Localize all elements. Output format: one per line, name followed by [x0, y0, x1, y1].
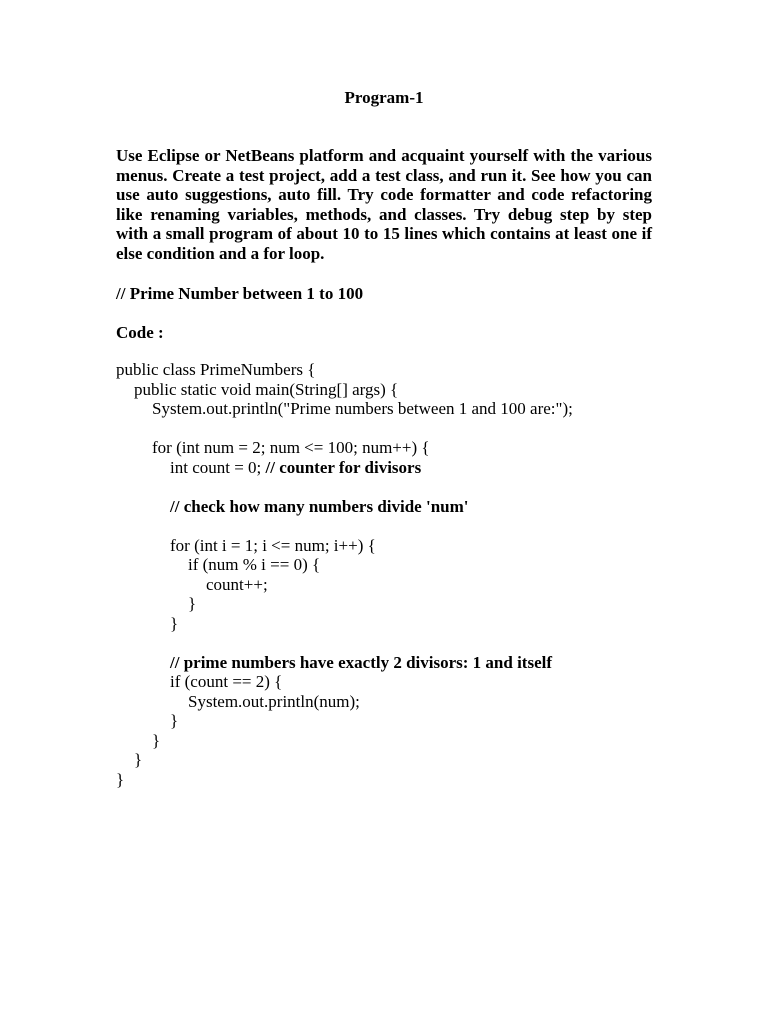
code-line: if (num % i == 0) {	[188, 555, 321, 574]
code-line: }	[188, 594, 197, 613]
code-line: public static void main(String[] args) {	[134, 379, 399, 399]
intro-paragraph: Use Eclipse or NetBeans platform and acquaint yourself with the various menus. Create a test project, add a test class, and run it. See how you can use auto suggestions, auto fill. Try code formatter and code refactoring like renaming variables, methods, and classes. Try debug step by step with a small program of about 10 to 15 lines which contains at least one if else condition and a for loop.	[116, 146, 652, 263]
code-line-blank	[116, 419, 716, 439]
code-comment: // counter for divisors	[265, 457, 422, 477]
code-block	[116, 360, 716, 789]
code-line: for (int num = 2; num <= 100; num++) {	[152, 438, 430, 457]
code-heading: Code :	[116, 323, 164, 342]
page-title: Program-1	[344, 88, 424, 107]
code-line: }	[134, 750, 143, 769]
code-line: System.out.println("Prime numbers between 1 and 100 are:");	[152, 399, 573, 418]
code-line	[116, 653, 716, 673]
subheading: // Prime Number between 1 to 100	[116, 284, 364, 303]
code-line: System.out.println(num);	[188, 691, 360, 711]
code-comment: // check how many numbers divide 'num'	[170, 496, 469, 516]
code-line: public class PrimeNumbers {	[116, 360, 316, 379]
code-line-blank	[116, 633, 716, 653]
code-line	[116, 458, 716, 478]
code-line	[116, 497, 716, 517]
code-line: if (count == 2) {	[170, 672, 283, 691]
code-line: for (int i = 1; i <= num; i++) {	[170, 535, 376, 555]
code-line-blank	[116, 477, 716, 497]
code-line: }	[170, 613, 179, 633]
code-line-blank	[116, 516, 716, 536]
code-line: }	[152, 730, 161, 750]
code-comment: // prime numbers have exactly 2 divisors: 1 and itself	[170, 652, 553, 672]
code-line: }	[170, 711, 179, 730]
code-text: int count = 0;	[170, 457, 266, 477]
code-line: }	[116, 769, 125, 789]
code-line: count++;	[206, 574, 268, 594]
